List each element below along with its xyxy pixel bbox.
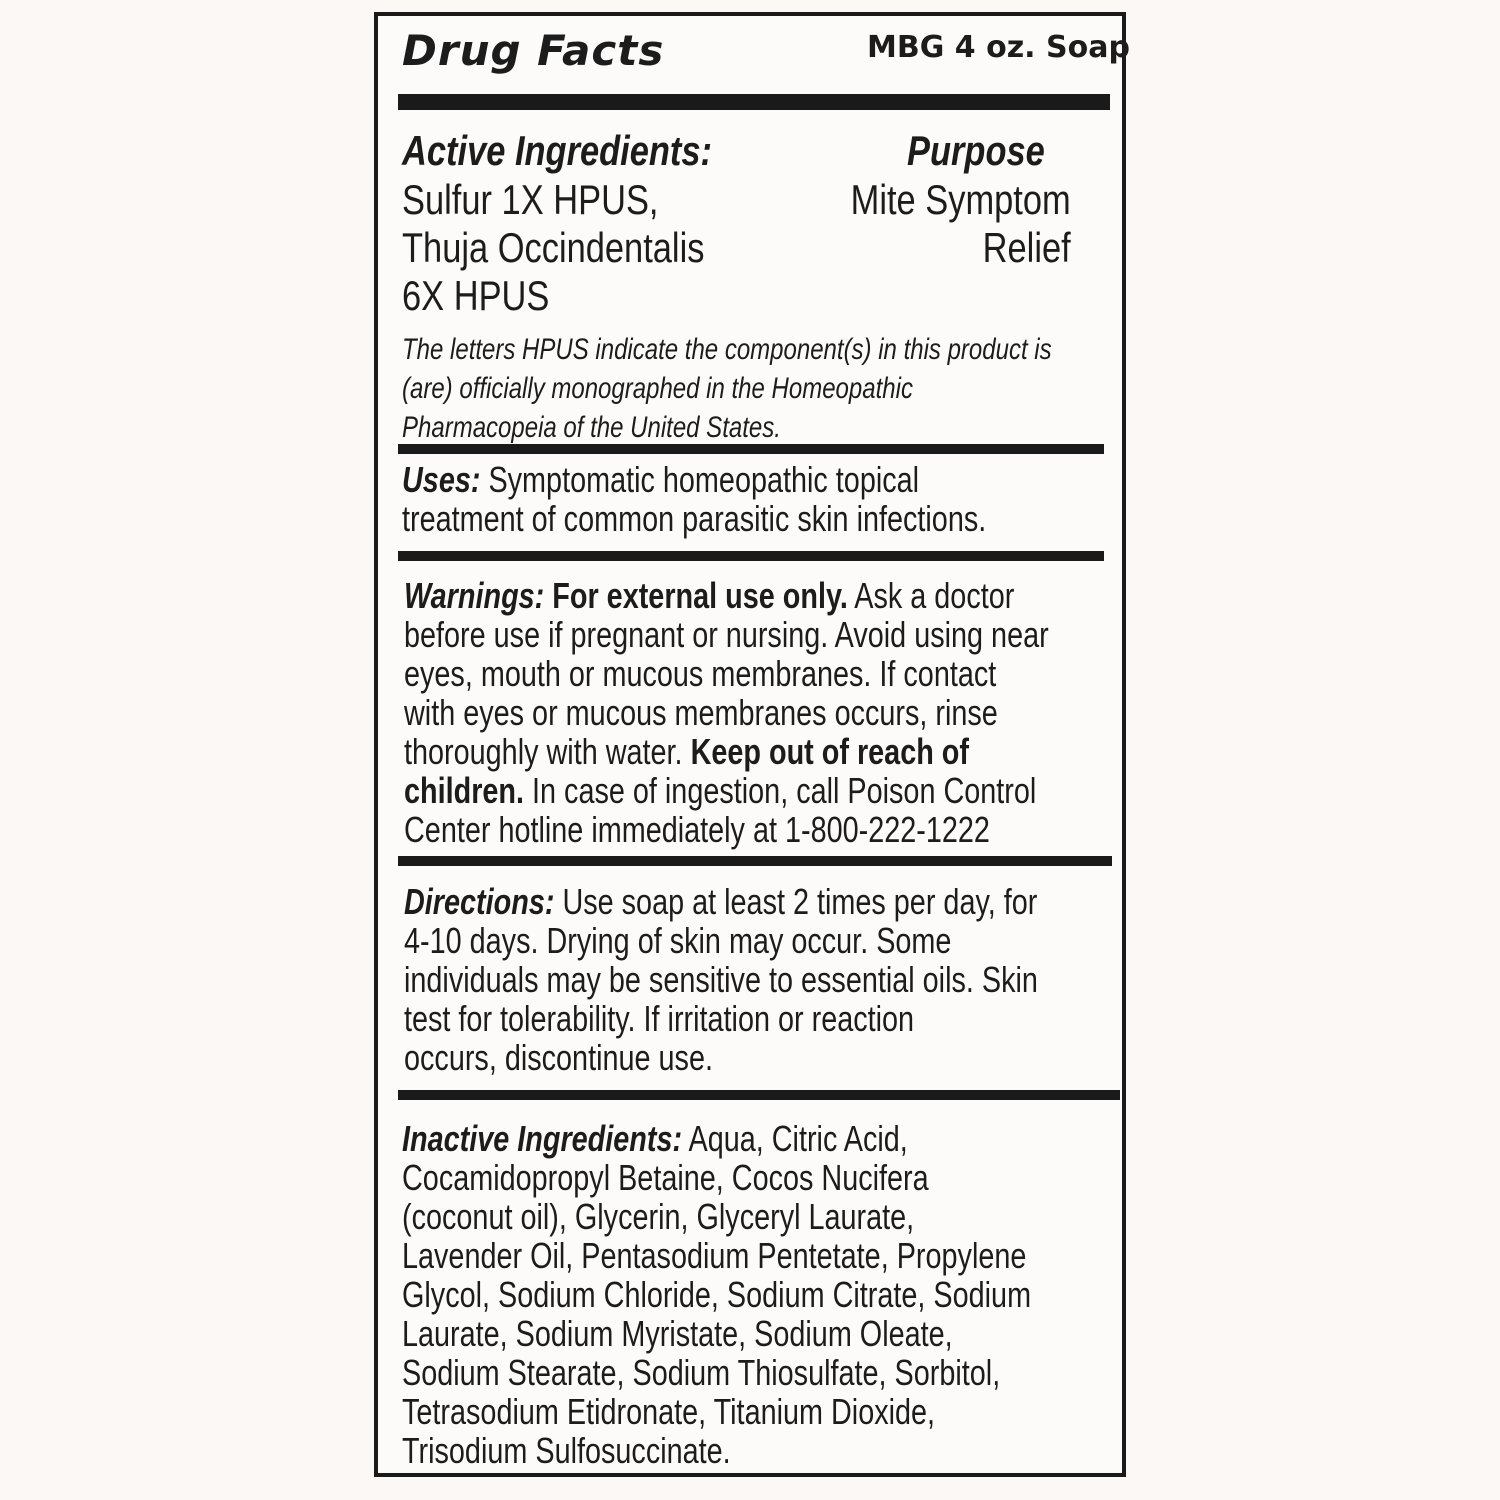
inactive-text: Tetrasodium Etidronate, Titanium Dioxide,	[402, 1391, 936, 1432]
warnings-text: with eyes or mucous membranes occurs, rinse	[404, 692, 998, 733]
hpus-note-line: Pharmacopeia of the United States.	[402, 411, 781, 444]
divider	[398, 551, 1104, 561]
inactive-text: Trisodium Sulfosuccinate.	[402, 1430, 731, 1471]
directions-text: Use soap at least 2 times per day, for	[554, 881, 1038, 922]
divider	[398, 444, 1104, 454]
hpus-note-line: (are) officially monographed in the Homeopathic	[402, 372, 913, 405]
hpus-note	[402, 330, 1052, 447]
product-name: MBG 4 oz. Soap	[867, 30, 1130, 65]
external-use-warning: For external use only.	[544, 575, 848, 616]
warnings-text: Ask a doctor	[847, 575, 1015, 616]
divider	[398, 856, 1112, 866]
inactive-text: Sodium Stearate, Sodium Thiosulfate, Sorbitol,	[402, 1352, 1001, 1393]
active-ingredients-heading: Active Ingredients:	[402, 127, 713, 174]
uses-section	[402, 460, 986, 538]
ingredient-line: Thuja Occindentalis	[402, 224, 705, 271]
uses-text: Symptomatic homeopathic topical	[480, 459, 920, 500]
divider	[398, 1090, 1120, 1100]
purpose-line: Mite Symptom	[850, 176, 1071, 223]
directions-section	[404, 882, 1038, 1077]
directions-text: 4-10 days. Drying of skin may occur. Some	[404, 920, 952, 961]
drug-facts-title: Drug Facts	[402, 26, 665, 75]
hpus-note-line: The letters HPUS indicate the component(s) in this product is	[402, 333, 1052, 366]
warnings-text: eyes, mouth or mucous membranes. If contact	[404, 653, 997, 694]
inactive-text: Aqua, Citric Acid,	[682, 1118, 908, 1159]
directions-text: individuals may be sensitive to essential oils. Skin	[404, 959, 1038, 1000]
inactive-text: (coconut oil), Glycerin, Glyceryl Laurate,	[402, 1196, 915, 1237]
active-ingredients-section	[402, 126, 1102, 446]
directions-text: occurs, discontinue use.	[404, 1037, 713, 1078]
warnings-text: thoroughly with water.	[404, 731, 691, 772]
divider-thick	[398, 94, 1110, 110]
ingredient-list	[402, 176, 704, 320]
drug-facts-panel	[374, 12, 1130, 1477]
ingredient-line: Sulfur 1X HPUS,	[402, 176, 659, 223]
inactive-ingredients-heading: Inactive Ingredients:	[402, 1118, 683, 1159]
poison-control-line: Center hotline immediately at 1-800-222-1222	[404, 809, 990, 850]
directions-heading: Directions:	[404, 881, 555, 922]
inactive-text: Lavender Oil, Pentasodium Pentetate, Propylene	[402, 1235, 1027, 1276]
warnings-text: before use if pregnant or nursing. Avoid using near	[404, 614, 1049, 655]
inactive-text: Laurate, Sodium Myristate, Sodium Oleate,	[402, 1313, 953, 1354]
purpose-line: Relief	[982, 224, 1071, 271]
ingredient-line: 6X HPUS	[402, 272, 550, 319]
warnings-section	[404, 576, 1049, 849]
warnings-text: In case of ingestion, call Poison Control	[524, 770, 1037, 811]
purpose-heading: Purpose	[907, 127, 1045, 174]
inactive-text: Glycol, Sodium Chloride, Sodium Citrate, Sodium	[402, 1274, 1032, 1315]
inactive-ingredients-section	[402, 1119, 1031, 1470]
inactive-text: Cocamidopropyl Betaine, Cocos Nucifera	[402, 1157, 929, 1198]
purpose-list	[828, 176, 1071, 272]
keep-out-of-reach-warning: children.	[404, 770, 525, 811]
warnings-heading: Warnings:	[404, 575, 545, 616]
uses-heading: Uses:	[402, 459, 481, 500]
uses-text: treatment of common parasitic skin infections.	[402, 498, 987, 539]
directions-text: test for tolerability. If irritation or reaction	[404, 998, 915, 1039]
keep-out-of-reach-warning: Keep out of reach of	[690, 731, 969, 772]
